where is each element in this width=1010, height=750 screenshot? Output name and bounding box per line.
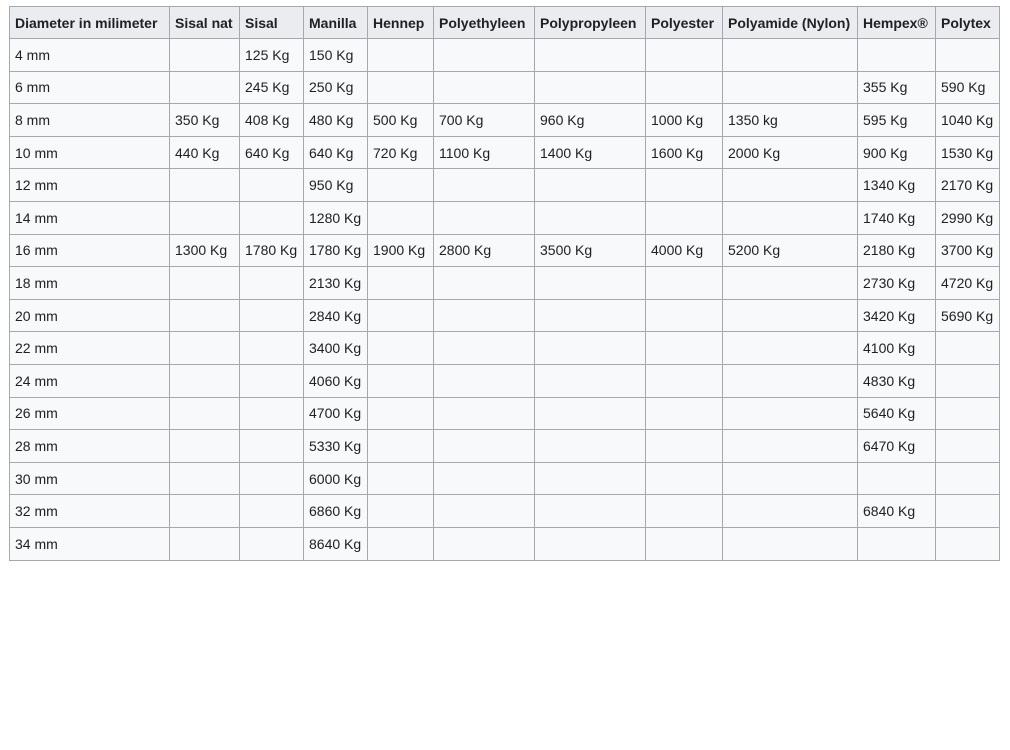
strength-cell — [646, 430, 723, 463]
strength-cell — [646, 39, 723, 72]
strength-cell: 6840 Kg — [858, 495, 936, 528]
table-row — [10, 527, 1000, 560]
strength-cell — [723, 267, 858, 300]
strength-cell — [646, 332, 723, 365]
strength-cell — [535, 364, 646, 397]
diameter-cell: 20 mm — [10, 299, 170, 332]
strength-cell — [723, 332, 858, 365]
strength-cell — [170, 430, 240, 463]
strength-cell — [240, 430, 304, 463]
strength-cell — [936, 462, 1000, 495]
strength-cell — [535, 527, 646, 560]
table-row — [10, 234, 1000, 267]
diameter-cell: 12 mm — [10, 169, 170, 202]
diameter-cell: 32 mm — [10, 495, 170, 528]
strength-cell — [535, 332, 646, 365]
column-header: Sisal nat — [170, 7, 240, 39]
strength-cell — [646, 169, 723, 202]
strength-cell — [434, 364, 535, 397]
strength-cell — [646, 71, 723, 104]
strength-cell — [535, 39, 646, 72]
strength-cell — [646, 267, 723, 300]
strength-cell — [170, 39, 240, 72]
strength-cell: 5640 Kg — [858, 397, 936, 430]
table-row — [10, 169, 1000, 202]
strength-cell — [434, 71, 535, 104]
strength-cell — [368, 495, 434, 528]
strength-cell — [240, 201, 304, 234]
strength-cell: 1300 Kg — [170, 234, 240, 267]
strength-cell: 2170 Kg — [936, 169, 1000, 202]
column-header: Manilla — [304, 7, 368, 39]
strength-cell — [535, 299, 646, 332]
strength-cell: 3420 Kg — [858, 299, 936, 332]
strength-cell — [240, 267, 304, 300]
strength-cell — [434, 201, 535, 234]
strength-cell — [240, 299, 304, 332]
strength-cell: 1780 Kg — [304, 234, 368, 267]
strength-cell — [723, 527, 858, 560]
strength-cell: 720 Kg — [368, 136, 434, 169]
strength-cell: 500 Kg — [368, 104, 434, 137]
table-row — [10, 299, 1000, 332]
strength-cell: 2800 Kg — [434, 234, 535, 267]
strength-cell — [170, 201, 240, 234]
strength-cell: 5330 Kg — [304, 430, 368, 463]
strength-cell — [936, 39, 1000, 72]
strength-cell — [646, 495, 723, 528]
strength-cell: 125 Kg — [240, 39, 304, 72]
strength-cell — [723, 430, 858, 463]
strength-cell — [368, 201, 434, 234]
column-header: Sisal — [240, 7, 304, 39]
strength-cell — [434, 462, 535, 495]
strength-cell — [434, 430, 535, 463]
strength-cell — [723, 169, 858, 202]
strength-cell — [936, 397, 1000, 430]
strength-cell: 2990 Kg — [936, 201, 1000, 234]
strength-cell: 3700 Kg — [936, 234, 1000, 267]
strength-cell: 1000 Kg — [646, 104, 723, 137]
strength-cell — [170, 332, 240, 365]
strength-cell — [240, 495, 304, 528]
strength-cell — [936, 495, 1000, 528]
strength-cell — [434, 332, 535, 365]
strength-cell — [858, 39, 936, 72]
strength-cell — [434, 169, 535, 202]
diameter-cell: 18 mm — [10, 267, 170, 300]
strength-cell: 4000 Kg — [646, 234, 723, 267]
strength-cell — [723, 397, 858, 430]
diameter-cell: 24 mm — [10, 364, 170, 397]
table-row — [10, 201, 1000, 234]
strength-cell: 2180 Kg — [858, 234, 936, 267]
strength-cell — [240, 527, 304, 560]
strength-cell: 595 Kg — [858, 104, 936, 137]
strength-cell — [535, 71, 646, 104]
strength-cell — [936, 332, 1000, 365]
strength-cell — [723, 201, 858, 234]
strength-cell — [240, 169, 304, 202]
strength-cell — [646, 397, 723, 430]
strength-cell — [723, 495, 858, 528]
strength-cell: 1780 Kg — [240, 234, 304, 267]
strength-cell: 590 Kg — [936, 71, 1000, 104]
strength-cell — [723, 71, 858, 104]
strength-cell: 1100 Kg — [434, 136, 535, 169]
strength-cell — [646, 527, 723, 560]
strength-cell — [434, 495, 535, 528]
diameter-cell: 6 mm — [10, 71, 170, 104]
strength-cell: 5690 Kg — [936, 299, 1000, 332]
strength-cell — [723, 364, 858, 397]
table-row — [10, 430, 1000, 463]
strength-cell — [646, 364, 723, 397]
table-row — [10, 495, 1000, 528]
strength-cell — [646, 299, 723, 332]
strength-cell: 3500 Kg — [535, 234, 646, 267]
strength-cell: 250 Kg — [304, 71, 368, 104]
strength-cell — [368, 299, 434, 332]
strength-cell: 1740 Kg — [858, 201, 936, 234]
strength-cell — [170, 397, 240, 430]
strength-cell — [858, 462, 936, 495]
table-row — [10, 136, 1000, 169]
table-row — [10, 397, 1000, 430]
strength-cell: 4100 Kg — [858, 332, 936, 365]
strength-cell — [936, 364, 1000, 397]
column-header: Hennep — [368, 7, 434, 39]
strength-cell — [646, 201, 723, 234]
column-header: Polyester — [646, 7, 723, 39]
strength-cell — [434, 397, 535, 430]
column-header: Hempex® — [858, 7, 936, 39]
strength-cell — [240, 397, 304, 430]
column-header: Polyamide (Nylon) — [723, 7, 858, 39]
breaking-strength-table — [9, 6, 1000, 561]
strength-cell — [368, 39, 434, 72]
strength-cell — [170, 267, 240, 300]
strength-cell: 1530 Kg — [936, 136, 1000, 169]
strength-cell: 5200 Kg — [723, 234, 858, 267]
strength-cell — [535, 495, 646, 528]
table-header — [10, 7, 1000, 39]
header-row — [10, 7, 1000, 39]
diameter-cell: 16 mm — [10, 234, 170, 267]
strength-cell: 1280 Kg — [304, 201, 368, 234]
column-header: Polypropyleen — [535, 7, 646, 39]
strength-cell — [170, 71, 240, 104]
strength-cell: 2000 Kg — [723, 136, 858, 169]
strength-cell: 700 Kg — [434, 104, 535, 137]
diameter-cell: 10 mm — [10, 136, 170, 169]
strength-cell — [434, 299, 535, 332]
strength-cell — [723, 299, 858, 332]
column-header: Diameter in milimeter — [10, 7, 170, 39]
diameter-cell: 22 mm — [10, 332, 170, 365]
strength-cell — [368, 397, 434, 430]
strength-cell — [368, 462, 434, 495]
strength-cell — [368, 169, 434, 202]
diameter-cell: 8 mm — [10, 104, 170, 137]
strength-cell: 2730 Kg — [858, 267, 936, 300]
strength-cell: 640 Kg — [304, 136, 368, 169]
strength-cell: 1900 Kg — [368, 234, 434, 267]
table-row — [10, 364, 1000, 397]
strength-cell — [368, 71, 434, 104]
strength-cell — [434, 39, 535, 72]
strength-cell: 1400 Kg — [535, 136, 646, 169]
strength-cell — [170, 299, 240, 332]
strength-cell — [170, 462, 240, 495]
strength-cell — [434, 267, 535, 300]
diameter-cell: 4 mm — [10, 39, 170, 72]
strength-cell: 640 Kg — [240, 136, 304, 169]
table-container — [9, 6, 1000, 561]
strength-cell: 3400 Kg — [304, 332, 368, 365]
strength-cell — [170, 364, 240, 397]
strength-cell: 4060 Kg — [304, 364, 368, 397]
strength-cell — [240, 462, 304, 495]
strength-cell: 150 Kg — [304, 39, 368, 72]
strength-cell: 2840 Kg — [304, 299, 368, 332]
strength-cell — [535, 462, 646, 495]
strength-cell — [170, 169, 240, 202]
strength-cell: 480 Kg — [304, 104, 368, 137]
strength-cell: 4700 Kg — [304, 397, 368, 430]
table-row — [10, 104, 1000, 137]
strength-cell — [368, 364, 434, 397]
strength-cell — [170, 527, 240, 560]
strength-cell: 6000 Kg — [304, 462, 368, 495]
table-row — [10, 39, 1000, 72]
strength-cell — [240, 332, 304, 365]
strength-cell — [240, 364, 304, 397]
table-body — [10, 39, 1000, 561]
diameter-cell: 30 mm — [10, 462, 170, 495]
strength-cell — [368, 267, 434, 300]
strength-cell: 950 Kg — [304, 169, 368, 202]
strength-cell — [535, 397, 646, 430]
strength-cell — [723, 462, 858, 495]
strength-cell — [368, 527, 434, 560]
strength-cell — [170, 495, 240, 528]
table-row — [10, 332, 1000, 365]
column-header: Polytex — [936, 7, 1000, 39]
strength-cell — [936, 527, 1000, 560]
strength-cell: 4720 Kg — [936, 267, 1000, 300]
strength-cell: 1350 kg — [723, 104, 858, 137]
strength-cell: 900 Kg — [858, 136, 936, 169]
strength-cell — [535, 267, 646, 300]
strength-cell: 245 Kg — [240, 71, 304, 104]
table-row — [10, 267, 1000, 300]
diameter-cell: 34 mm — [10, 527, 170, 560]
diameter-cell: 26 mm — [10, 397, 170, 430]
strength-cell — [434, 527, 535, 560]
column-header: Polyethyleen — [434, 7, 535, 39]
strength-cell — [535, 169, 646, 202]
strength-cell — [535, 430, 646, 463]
strength-cell — [858, 527, 936, 560]
strength-cell: 6470 Kg — [858, 430, 936, 463]
strength-cell: 2130 Kg — [304, 267, 368, 300]
strength-cell — [535, 201, 646, 234]
strength-cell: 350 Kg — [170, 104, 240, 137]
diameter-cell: 28 mm — [10, 430, 170, 463]
strength-cell: 1040 Kg — [936, 104, 1000, 137]
strength-cell: 1340 Kg — [858, 169, 936, 202]
strength-cell: 1600 Kg — [646, 136, 723, 169]
strength-cell — [368, 332, 434, 365]
strength-cell — [936, 430, 1000, 463]
strength-cell: 355 Kg — [858, 71, 936, 104]
table-row — [10, 462, 1000, 495]
strength-cell: 960 Kg — [535, 104, 646, 137]
strength-cell: 6860 Kg — [304, 495, 368, 528]
strength-cell: 4830 Kg — [858, 364, 936, 397]
strength-cell: 8640 Kg — [304, 527, 368, 560]
strength-cell: 408 Kg — [240, 104, 304, 137]
diameter-cell: 14 mm — [10, 201, 170, 234]
strength-cell — [368, 430, 434, 463]
table-row — [10, 71, 1000, 104]
strength-cell — [723, 39, 858, 72]
strength-cell: 440 Kg — [170, 136, 240, 169]
strength-cell — [646, 462, 723, 495]
